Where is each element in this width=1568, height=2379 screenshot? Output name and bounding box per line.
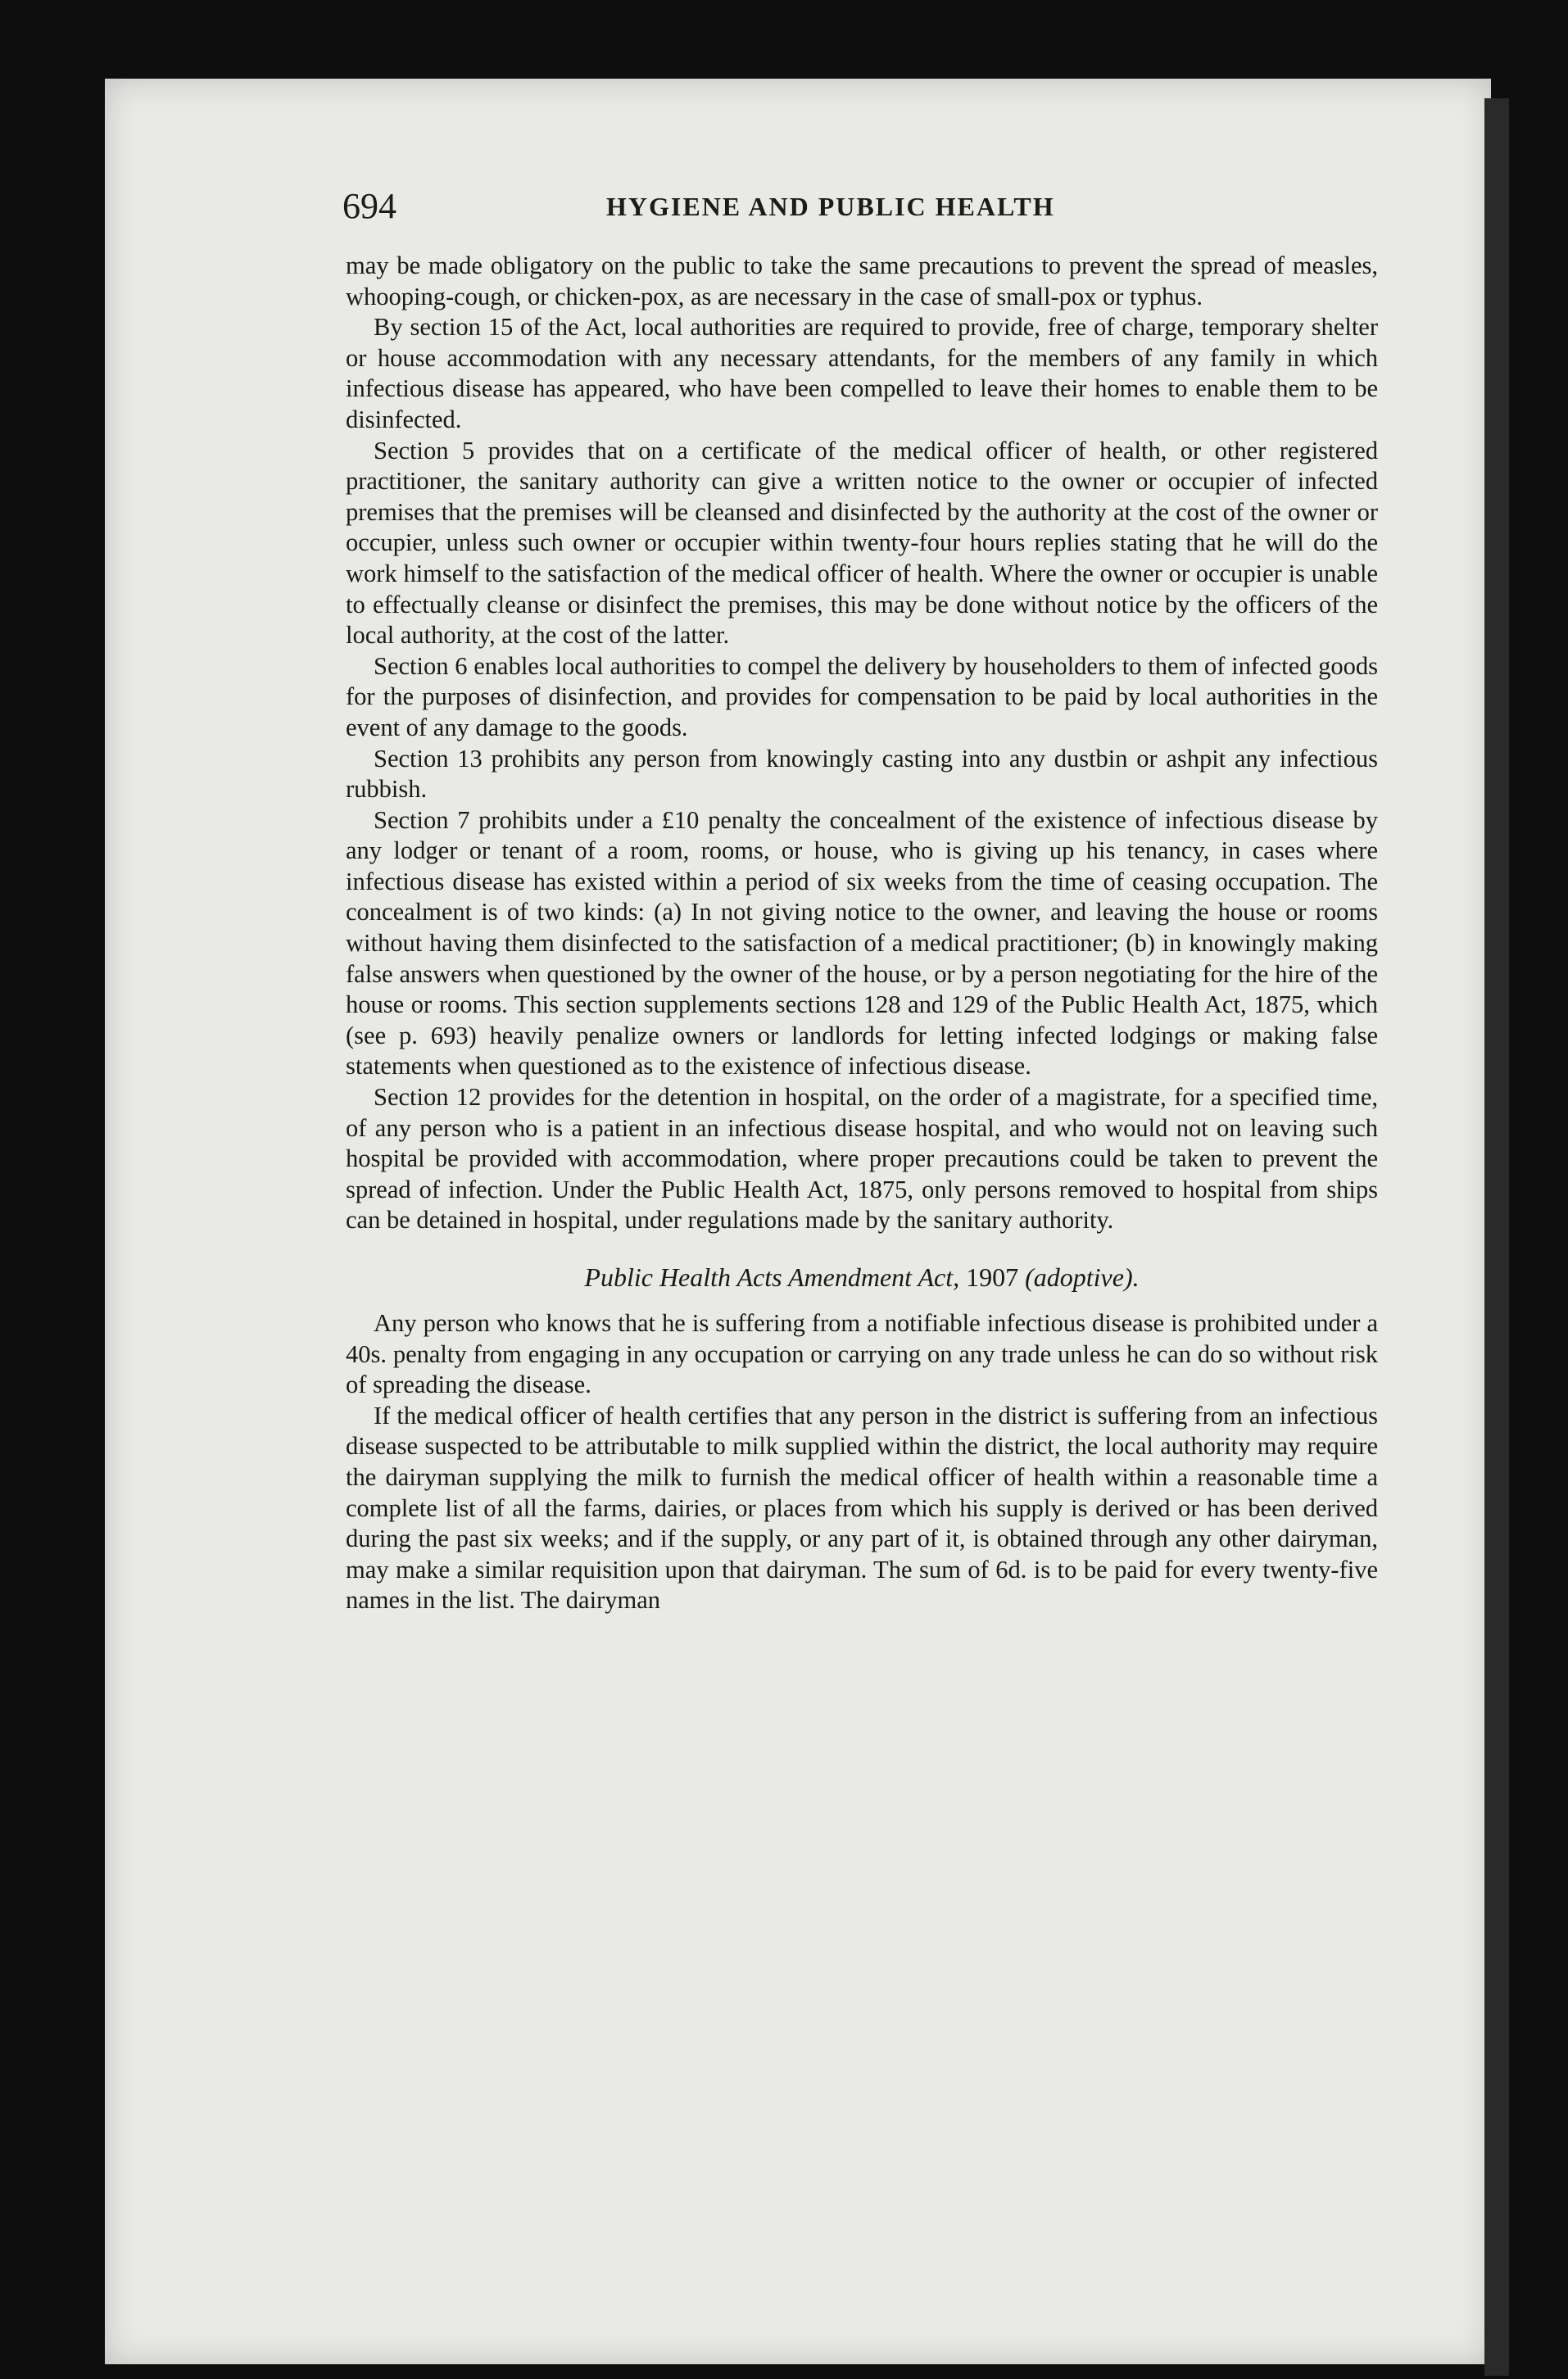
paragraph: may be made obligatory on the public to take the same precautions to prevent the spread of measles, whooping-cough, or chicken-pox, as are necessary in the case of small-pox or typhus.: [346, 251, 1378, 310]
paragraph: Any person who knows that he is suffering from a notifiable infectious disease is prohibited under a 40s. penalty from engaging in any occupation or carrying on any trade unless he can do so without risk of spreading the disease.: [346, 1309, 1378, 1399]
paragraph: Section 5 provides that on a certificate of the medical officer of health, or other registered practitioner, the sanitary authority can give a written notice to the owner or occupier of infected premises that the premises will be cleansed and disinfected by the authority at the cost of the owner or occupier, unless such owner or occupier within twenty-four hours replies stating that he will do the work himself to the satisfaction of the medical officer of health. Where the owner or occupier is unable to effectually cleanse or disinfect the premises, this may be done without notice by the officers of the local authority, at the cost of the latter.: [346, 436, 1378, 650]
subheading-title: Public Health Acts Amendment Act,: [584, 1262, 960, 1292]
paragraph: If the medical officer of health certifies that any person in the district is suffering from an infectious disease suspected to be attributable to milk supplied within the district, the local authority may require the dairyman supplying the milk to furnish the medical officer of health within a reasonable time a complete list of all the farms, dairies, or places from which his supply is derived or has been derived during the past six weeks; and if the supply, or any part of it, is obtained through any other dairyman, may make a similar requisition upon that dairyman. The sum of 6d. is to be paid for every twenty-five names in the list. The dairyman: [346, 1401, 1378, 1615]
paragraph: By section 15 of the Act, local authorities are required to provide, free of charge, temporary shelter or house accommodation with any necessary attendants, for the members of any family in which infectious disease has appeared, who have been compelled to leave their homes to enable them to be disinfected.: [346, 313, 1378, 433]
page-edge: [1484, 98, 1509, 2376]
page-number: 694: [342, 186, 397, 226]
paragraph: Section 7 prohibits under a £10 penalty the concealment of the existence of infectious disease by any lodger or tenant of a room, rooms, or house, who is giving up his tenancy, in cases where infectious disease has existed within a period of six weeks from the time of ceasing occupation. The concealment is of two kinds: (a) In not giving notice to the owner, and leaving the house or rooms without having them disinfected to the satisfaction of a medical practitioner; (b) in knowingly making false answers when questioned by the owner of the house, or by a person negotiating for the hire of the house or rooms. This section supplements sections 128 and 129 of the Public Health Act, 1875, which (see p. 693) heavily penalize owners or landlords for letting infected lodgings or making false statements when questioned as to the existence of infectious disease.: [346, 805, 1378, 1081]
paragraph: Section 12 provides for the detention in hospital, on the order of a magistrate, for a specified time, of any person who is a patient in an infectious disease hospital, and who would not on leaving such hospital be provided with accommodation, where proper precautions could be taken to prevent the spread of infection. Under the Public Health Act, 1875, only persons removed to hospital from ships can be detained in hospital, under regulations made by the sanitary authority.: [346, 1083, 1378, 1235]
page-header: [342, 182, 1432, 231]
body-text: [346, 251, 1378, 1616]
section-subheading: [346, 1261, 1378, 1294]
subheading-year: 1907: [966, 1262, 1019, 1292]
running-head: HYGIENE AND PUBLIC HEALTH: [606, 192, 1055, 221]
subheading-qualifier: (adoptive).: [1025, 1262, 1140, 1292]
paragraph: Section 6 enables local authorities to compel the delivery by householders to them of infected goods for the purposes of disinfection, and provides for compensation to be paid by local authorities in the event of any damage to the goods.: [346, 651, 1378, 741]
paragraph: Section 13 prohibits any person from knowingly casting into any dustbin or ashpit any infectious rubbish.: [346, 744, 1378, 804]
